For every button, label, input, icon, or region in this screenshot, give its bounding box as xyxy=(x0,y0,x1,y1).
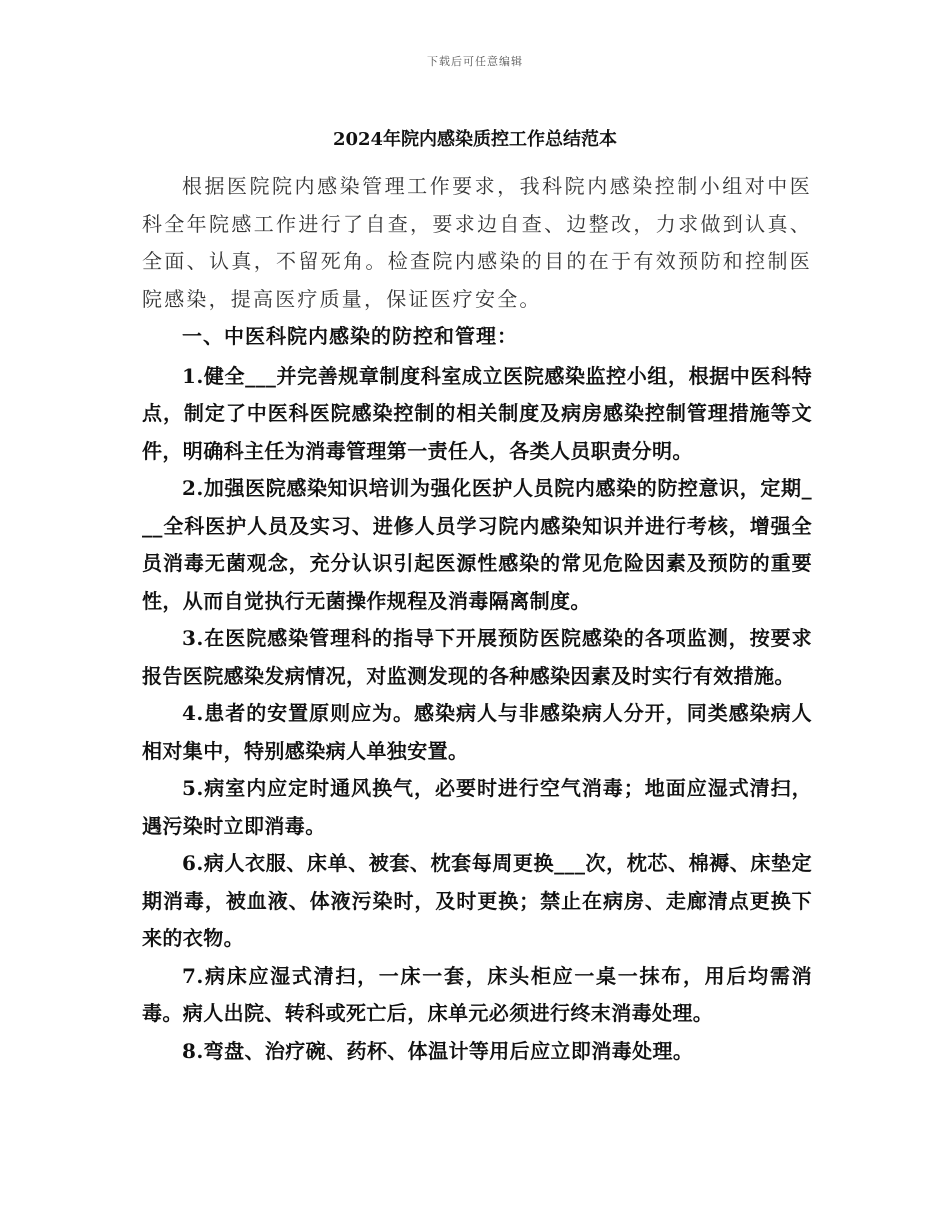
list-item-3: 3.在医院感染管理科的指导下开展预防医院感染的各项监测，按要求报告医院感染发病情况，对监测发现的各种感染因素及时实行有效措施。 xyxy=(142,626,812,688)
document-title: 2024年院内感染质控工作总结范本 xyxy=(332,129,618,150)
page-header-note: 下载后可任意编辑 xyxy=(427,55,523,68)
intro-paragraph: 根据医院院内感染管理工作要求，我科院内感染控制小组对中医科全年院感工作进行了自查，要求边自查、边整改，力求做到认真、全面、认真，不留死角。检查院内感染的目的在于有效预防和控制医院感染，提高医疗质量，保证医疗安全。 xyxy=(142,174,812,311)
document-body xyxy=(142,168,812,1070)
list-item-2: 2.加强医院感染知识培训为强化医护人员院内感染的防控意识，定期___全科医护人员及实习、进修人员学习院内感染知识并进行考核，增强全员消毒无菌观念，充分认识引起医源性感染的常见危险因素及预防的重要性，从而自觉执行无菌操作规程及消毒隔离制度。 xyxy=(142,476,812,613)
list-item-7: 7.病床应湿式清扫，一床一套，床头柜应一桌一抹布，用后均需消毒。病人出院、转科或死亡后，床单元必须进行终末消毒处理。 xyxy=(142,963,812,1025)
list-item-8: 8.弯盘、治疗碗、药杯、体温计等用后应立即消毒处理。 xyxy=(182,1038,694,1063)
list-item-6: 6.病人衣服、床单、被套、枕套每周更换___次，枕芯、棉褥、床垫定期消毒，被血液、体液污染时，及时更换；禁止在病房、走廊清点更换下来的衣物。 xyxy=(142,851,812,950)
list-item-5: 5.病室内应定时通风换气，必要时进行空气消毒；地面应湿式清扫，遇污染时立即消毒。 xyxy=(142,776,812,838)
list-item-1: 1.健全___并完善规章制度科室成立医院感染监控小组，根据中医科特点，制定了中医科医院感染控制的相关制度及病房感染控制管理措施等文件，明确科主任为消毒管理第一责任人，各类人员职责分明。 xyxy=(142,363,812,463)
section-heading: 一、中医科院内感染的防控和管理： xyxy=(182,324,518,348)
list-item-4: 4.患者的安置原则应为。感染病人与非感染病人分开，同类感染病人相对集中，特别感染病人单独安置。 xyxy=(142,701,812,763)
